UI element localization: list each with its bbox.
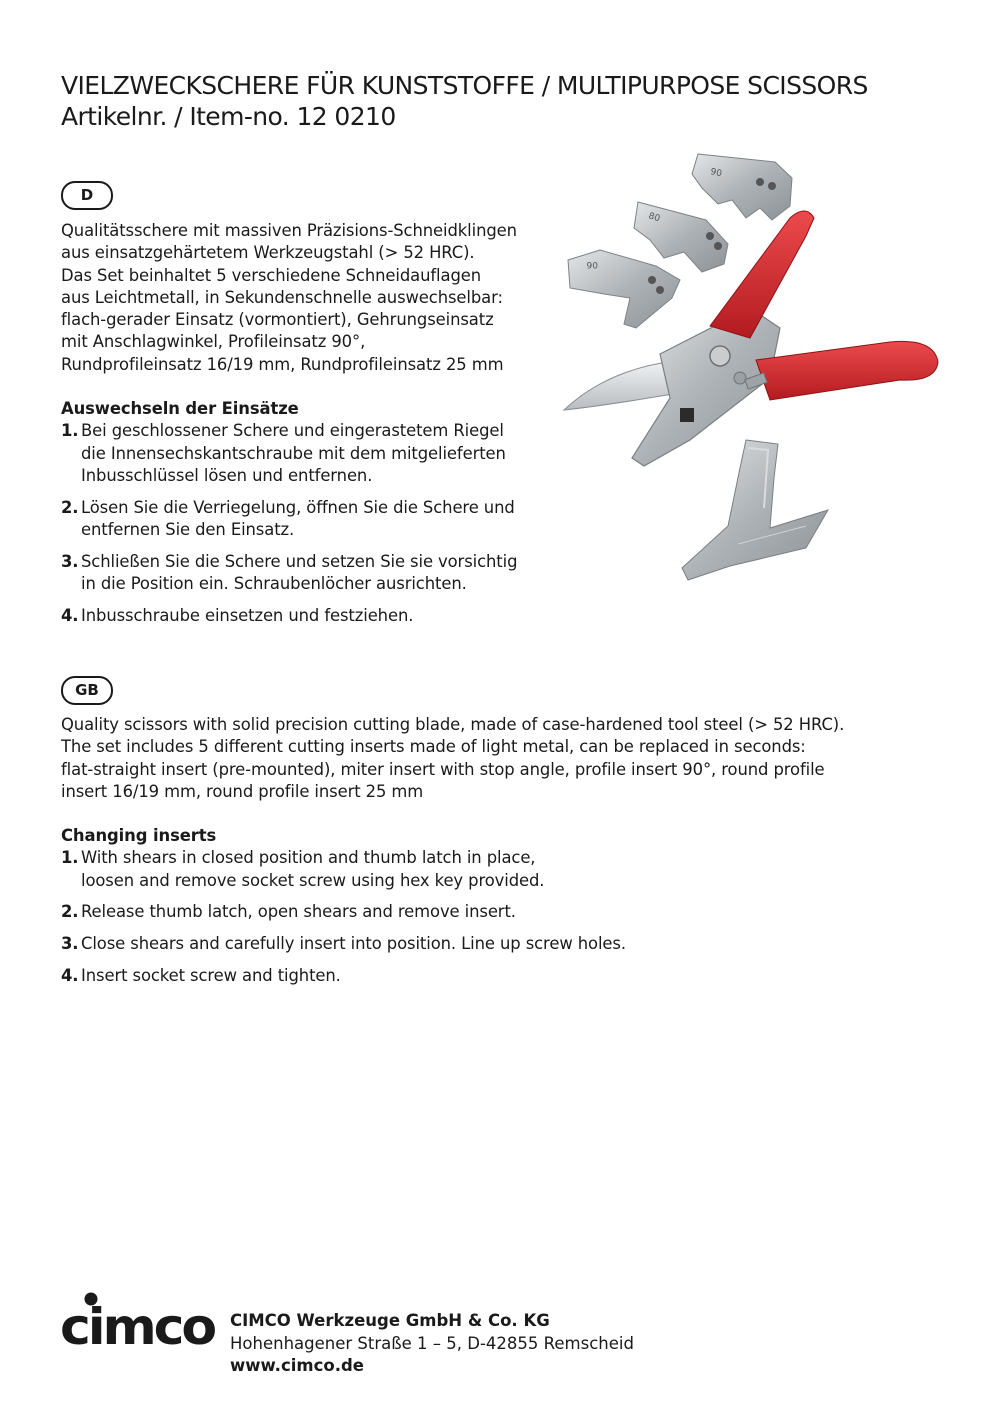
german-instructions: [61, 398, 561, 637]
title-line-1: VIELZWECKSCHERE FÜR KUNSTSTOFFE / MULTIPURPOSE SCISSORS: [61, 71, 868, 100]
logo-text: cimco: [60, 1298, 216, 1354]
list-item: [61, 933, 941, 955]
insert-label: 06: [586, 259, 598, 269]
step-line: die Innensechskantschraube mit dem mitgelieferten: [81, 443, 506, 463]
german-heading: Auswechseln der Einsätze: [61, 399, 299, 418]
step-line: Release thumb latch, open shears and remove insert.: [81, 902, 516, 922]
intro-line: aus einsatzgehärtetem Werkzeugstahl (> 52 HRC).: [61, 243, 475, 263]
insert-label: 90: [709, 167, 723, 180]
intro-line: Quality scissors with solid precision cutting blade, made of case-hardened tool steel (> 52 HRC).: [61, 715, 845, 734]
language-badge-gb: GB: [61, 676, 113, 705]
step-number: 3.: [61, 551, 79, 571]
product-photo: [560, 148, 950, 600]
step-line: Schließen Sie die Schere und setzen Sie sie vorsichtig: [81, 551, 518, 571]
list-item: [61, 551, 561, 596]
step-line: loosen and remove socket screw using hex key provided.: [81, 870, 545, 890]
intro-line: flach-gerader Einsatz (vormontiert), Gehrungseinsatz: [61, 310, 494, 330]
english-heading: Changing inserts: [61, 826, 217, 845]
step-line: With shears in closed position and thumb latch in place,: [81, 848, 536, 868]
step-line: Close shears and carefully insert into position. Line up screw holes.: [81, 934, 626, 954]
page-title: [61, 70, 868, 132]
list-item: [61, 497, 561, 542]
list-item: [61, 420, 561, 487]
step-number: 1.: [61, 421, 79, 441]
insert-label: 80: [647, 211, 662, 225]
intro-line: mit Anschlagwinkel, Profileinsatz 90°,: [61, 332, 366, 352]
company-address: Hohenhagener Straße 1 – 5, D-42855 Remscheid: [230, 1333, 634, 1353]
language-badge-de: D: [61, 181, 113, 210]
cutting-insert: [634, 202, 728, 272]
intro-line: flat-straight insert (pre-mounted), miter insert with stop angle, profile insert 90°, round profile: [61, 759, 825, 779]
step-number: 2.: [61, 497, 79, 517]
german-steps: [61, 420, 561, 627]
list-item: [61, 847, 941, 892]
english-steps: [61, 847, 941, 987]
company-website-link[interactable]: www.cimco.de: [230, 1356, 364, 1375]
title-line-2: Artikelnr. / Item-no. 12 0210: [61, 102, 396, 131]
english-instructions: [61, 825, 941, 997]
company-name: CIMCO Werkzeuge GmbH & Co. KG: [230, 1311, 550, 1330]
english-intro: [61, 714, 941, 803]
intro-line: Rundprofileinsatz 16/19 mm, Rundprofileinsatz 25 mm: [61, 354, 504, 374]
step-line: Inbusschraube einsetzen und festziehen.: [81, 605, 414, 625]
step-number: 2.: [61, 902, 79, 922]
step-line: in die Position ein. Schraubenlöcher ausrichten.: [81, 574, 467, 594]
step-line: Bei geschlossener Schere und eingerastetem Riegel: [81, 421, 504, 441]
intro-line: Das Set beinhaltet 5 verschiedene Schneidauflagen: [61, 265, 482, 285]
step-line: Lösen Sie die Verriegelung, öffnen Sie die Schere und: [81, 497, 515, 517]
step-number: 4.: [61, 605, 79, 625]
step-line: Inbusschlüssel lösen und entfernen.: [81, 465, 373, 485]
intro-line: aus Leichtmetall, in Sekundenschnelle auswechselbar:: [61, 287, 503, 307]
company-info: [230, 1310, 634, 1378]
intro-line: insert 16/19 mm, round profile insert 25 mm: [61, 781, 424, 801]
cutting-insert: [692, 154, 792, 220]
german-intro: [61, 220, 561, 376]
miter-insert: [682, 440, 828, 580]
cimco-logo: [60, 1292, 216, 1354]
step-line: Insert socket screw and tighten.: [81, 965, 341, 985]
step-line: entfernen Sie den Einsatz.: [81, 519, 295, 539]
intro-line: The set includes 5 different cutting inserts made of light metal, can be replaced in seconds:: [61, 737, 806, 757]
list-item: [61, 901, 941, 923]
list-item: [61, 965, 941, 987]
intro-line: Qualitätsschere mit massiven Präzisions-Schneidklingen: [61, 221, 517, 240]
step-number: 1.: [61, 848, 79, 868]
cutting-insert: [568, 250, 680, 328]
step-number: 4.: [61, 965, 79, 985]
list-item: [61, 605, 561, 627]
scissors: [564, 211, 938, 466]
step-number: 3.: [61, 934, 79, 954]
